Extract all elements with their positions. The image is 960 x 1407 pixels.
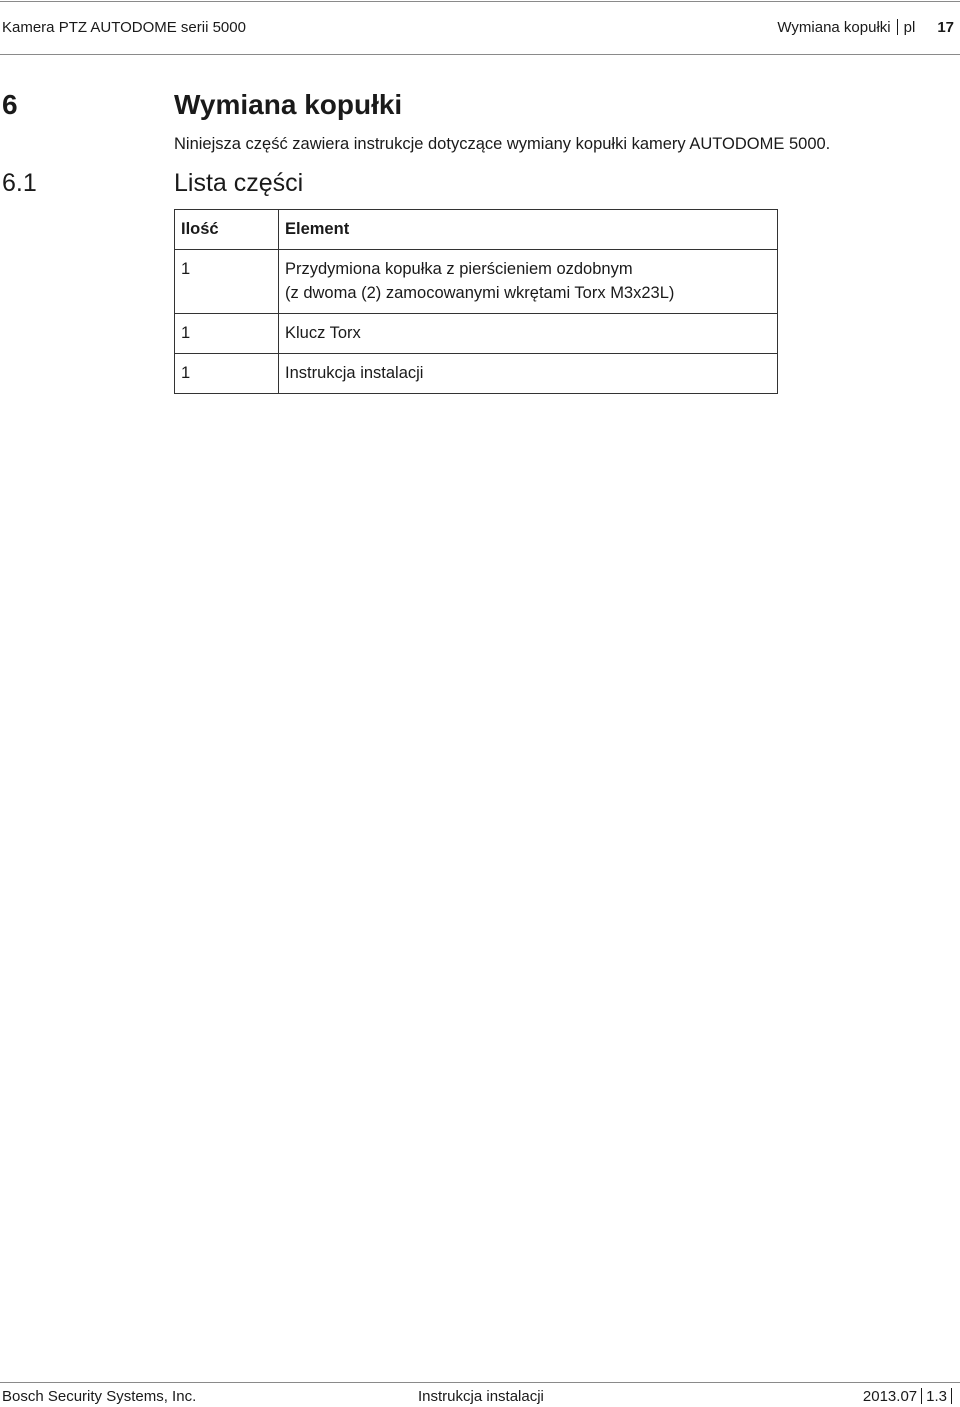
footer-separator bbox=[921, 1388, 922, 1404]
footer-date: 2013.07 bbox=[862, 1388, 918, 1405]
header-product-title: Kamera PTZ AUTODOME serii 5000 bbox=[2, 19, 246, 36]
footer-separator bbox=[951, 1388, 952, 1404]
footer-version: 1.3 bbox=[926, 1388, 947, 1405]
table-row bbox=[175, 354, 778, 394]
column-header-quantity: Ilość bbox=[175, 210, 279, 250]
item-cell bbox=[279, 314, 778, 354]
item-text: (z dwoma (2) zamocowanymi wkrętami Torx M3x23L) bbox=[285, 284, 675, 302]
item-text: Instrukcja instalacji bbox=[285, 364, 424, 382]
footer-document-title: Instrukcja instalacji bbox=[418, 1388, 544, 1405]
footer-company: Bosch Security Systems, Inc. bbox=[2, 1388, 197, 1405]
section-number: 6 bbox=[2, 89, 18, 120]
quantity-cell: 1 bbox=[175, 314, 279, 354]
column-header-item: Element bbox=[279, 210, 778, 250]
header-language: pl bbox=[903, 19, 916, 36]
section-intro: Niniejsza część zawiera instrukcje dotyczące wymiany kopułki kamery AUTODOME 5000. bbox=[174, 135, 831, 153]
item-cell bbox=[279, 250, 778, 314]
header-page-number: 17 bbox=[937, 19, 954, 36]
item-text: Przydymiona kopułka z pierścieniem ozdobnym bbox=[285, 260, 633, 278]
table-row bbox=[175, 250, 778, 314]
header-bottom-rule bbox=[0, 54, 960, 55]
subsection-number: 6.1 bbox=[2, 169, 37, 197]
quantity-cell: 1 bbox=[175, 250, 279, 314]
quantity-cell: 1 bbox=[175, 354, 279, 394]
item-text: Klucz Torx bbox=[285, 324, 361, 342]
parts-table bbox=[174, 209, 778, 394]
subsection-title: Lista części bbox=[174, 169, 304, 197]
header-section-name: Wymiana kopułki bbox=[777, 19, 891, 36]
section-title: Wymiana kopułki bbox=[174, 89, 403, 120]
parts-table-header-row bbox=[175, 210, 778, 250]
footer-version-info bbox=[863, 1387, 956, 1407]
header-top-rule bbox=[0, 1, 960, 2]
item-cell bbox=[279, 354, 778, 394]
table-row bbox=[175, 314, 778, 354]
header-separator bbox=[897, 19, 898, 35]
header-section-info bbox=[777, 18, 954, 38]
footer-rule bbox=[0, 1382, 960, 1383]
